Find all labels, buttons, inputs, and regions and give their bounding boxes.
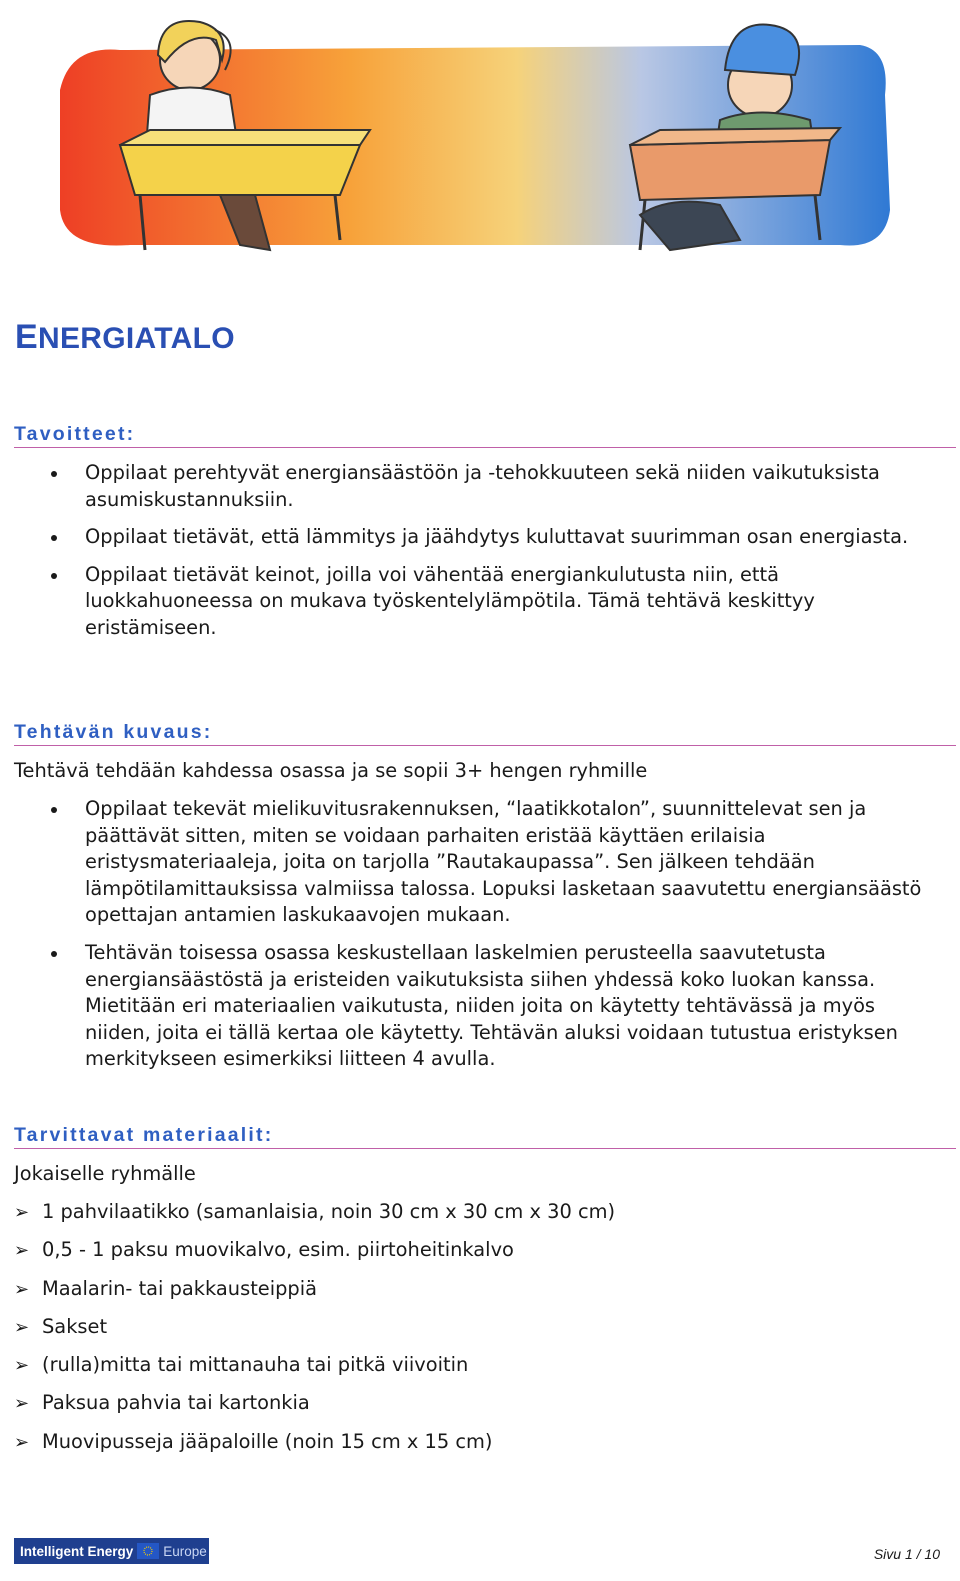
arrowhead-icon: ➢	[14, 1355, 30, 1377]
goal-item: Oppilaat perehtyvät energiansäästöön ja -tehokkuuteen sekä niiden vaikutuksista asumiskustannuksiin.	[85, 460, 945, 513]
materials-heading: Tarvittavat materiaalit:	[14, 1123, 956, 1149]
arrowhead-icon: ➢	[14, 1278, 30, 1300]
description-heading: Tehtävän kuvaus:	[14, 720, 956, 746]
material-item: ➢ (rulla)mitta tai mittanauha tai pitkä viivoitin	[14, 1352, 914, 1390]
goals-list	[85, 460, 945, 642]
arrowhead-icon: ➢	[14, 1240, 30, 1262]
header-illustration	[40, 0, 920, 275]
arrowhead-icon: ➢	[14, 1431, 30, 1453]
bullet-dot-icon	[51, 807, 57, 813]
intelligent-energy-logo	[14, 1538, 209, 1564]
description-intro: Tehtävä tehdään kahdessa osassa ja se sopii 3+ hengen ryhmille	[14, 759, 648, 782]
bullet-dot-icon	[51, 573, 57, 579]
bullet-dot-icon	[51, 951, 57, 957]
goal-item: Oppilaat tietävät keinot, joilla voi vähentää energiankulutusta niin, että luokkahuoneessa on mukava työskentelylämpötila. Tämä tehtävä keskittyy eristämiseen.	[85, 562, 945, 642]
material-item: ➢ Paksua pahvia tai kartonkia	[14, 1390, 914, 1428]
page-title-initial: E	[15, 318, 38, 356]
eu-flag-icon	[137, 1543, 159, 1559]
description-list	[85, 796, 945, 1073]
arrowhead-icon: ➢	[14, 1202, 30, 1223]
materials-intro: Jokaiselle ryhmälle	[14, 1162, 196, 1185]
description-item: Tehtävän toisessa osassa keskustellaan laskelmien perusteella saavutetusta energiansäästöstä ja eristeiden vaikutuksista siihen yhdessä koko luokan kanssa. Mietitään eri materiaalien vaikutusta, niiden joita on käytetty tehtävässä ja myös niiden, joita ei tällä kertaa ole käytetty. Tehtävän aluksi voidaan tutustua eristyksen merkitykseen esimerkiksi liitteen 4 avulla.	[85, 940, 945, 1073]
description-item: Oppilaat tekevät mielikuvitusrakennuksen, “laatikkotalon”, suunnittelevat sen ja päättävät sitten, miten se voidaan parhaiten eristää käyttäen erilaisia eristysmateriaaleja, joita on tarjolla ”Rautakaupassa”. Sen jälkeen tehdään lämpötilamittauksissa valmiissa talossa. Lopuksi lasketaan saavutettu energiansäästö opettajan antamien laskukaavojen mukaan.	[85, 796, 945, 929]
page-number: Sivu 1 / 10	[873, 1546, 940, 1562]
material-item: ➢ Maalarin- tai pakkausteippiä	[14, 1276, 914, 1314]
bullet-dot-icon	[51, 471, 57, 477]
material-item: ➢ Muovipusseja jääpaloille (noin 15 cm x 15 cm)	[14, 1429, 914, 1467]
page-title	[15, 318, 235, 357]
bullet-dot-icon	[51, 535, 57, 541]
goals-heading: Tavoitteet:	[14, 422, 956, 448]
goal-item: Oppilaat tietävät, että lämmitys ja jäähdytys kuluttavat suurimman osan energiasta.	[85, 524, 945, 551]
material-item: ➢ Sakset	[14, 1314, 914, 1352]
logo-text-europe: Europe	[163, 1543, 207, 1559]
arrowhead-icon: ➢	[14, 1316, 30, 1338]
material-item: ➢ 0,5 - 1 paksu muovikalvo, esim. piirtoheitinkalvo	[14, 1237, 914, 1275]
page-title-rest: NERGIATALO	[37, 322, 235, 355]
materials-list	[14, 1199, 914, 1467]
arrowhead-icon: ➢	[14, 1393, 30, 1415]
logo-text: Intelligent Energy	[20, 1543, 134, 1559]
material-item: ➢ 1 pahvilaatikko (samanlaisia, noin 30 cm x 30 cm x 30 cm)	[14, 1199, 914, 1237]
